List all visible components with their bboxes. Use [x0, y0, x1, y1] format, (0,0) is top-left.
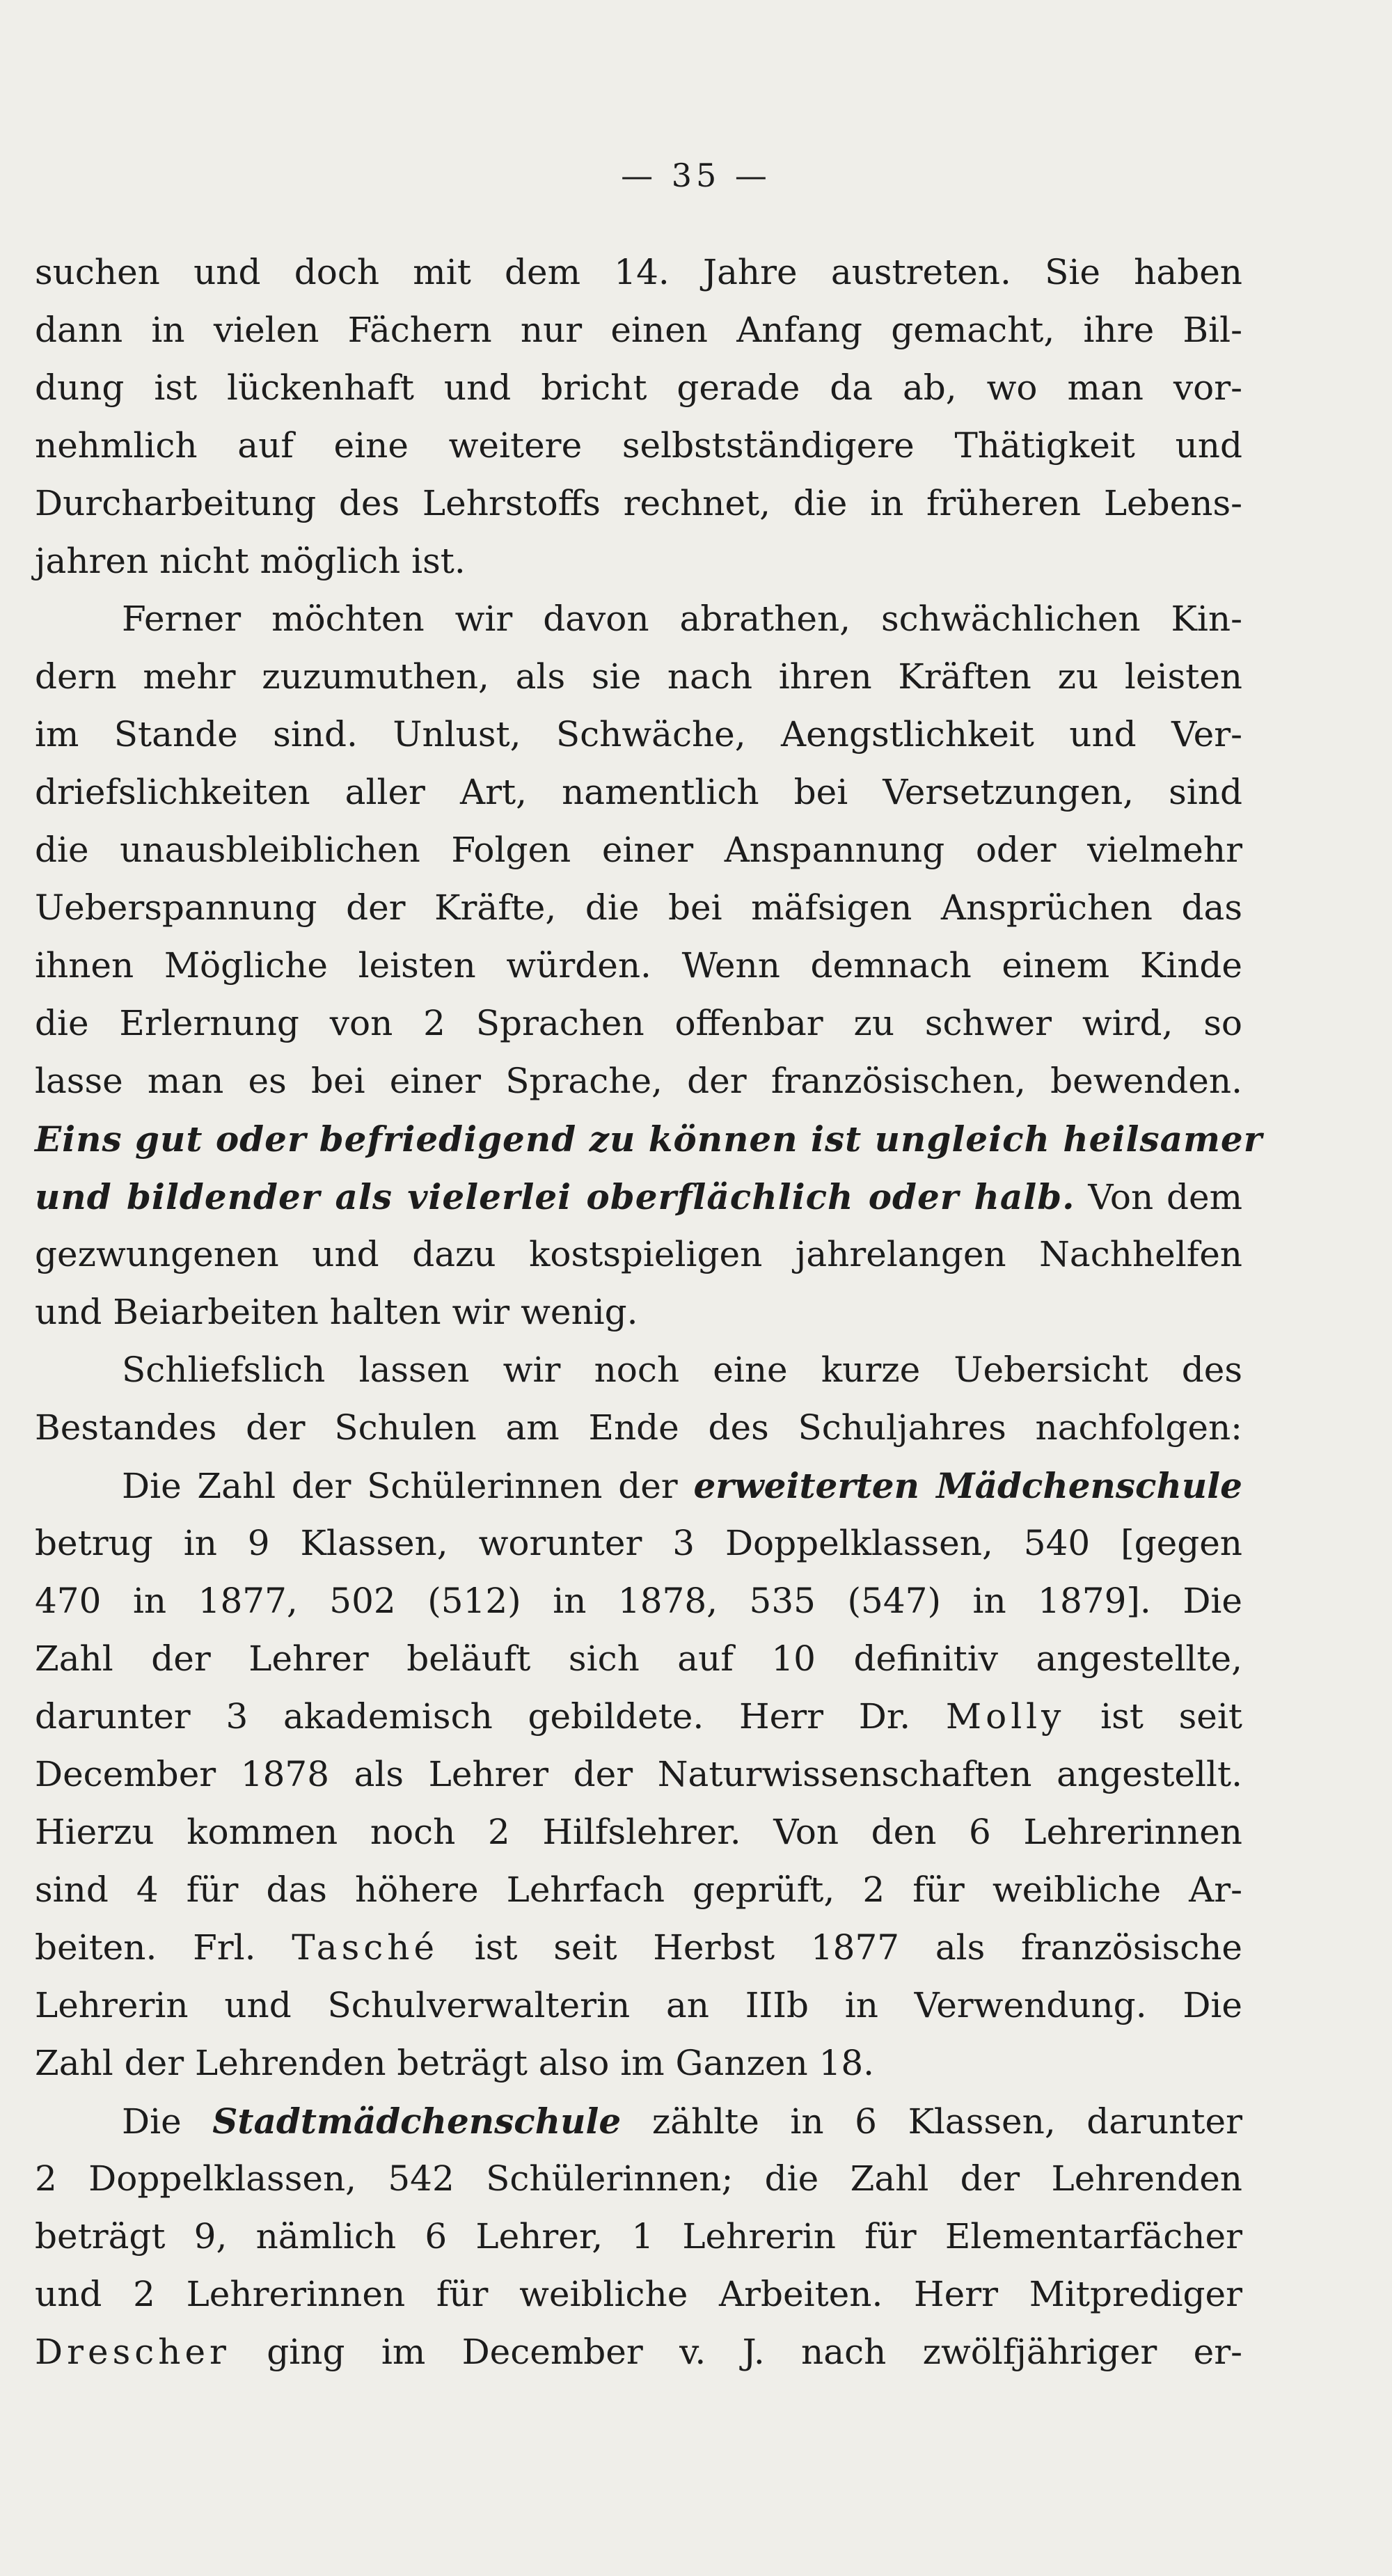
text-line: dern mehr zuzumuthen, als sie nach ihren Kräften zu leisten	[35, 656, 1242, 697]
person-name: Tasché	[292, 1927, 439, 1968]
text-line: und 2 Lehrerinnen für weibliche Arbeiten. Herr Mitprediger	[35, 2274, 1242, 2314]
text-span: ist seit	[1065, 1696, 1242, 1737]
text-span: zählte in 6 Klassen, darunter	[621, 2101, 1243, 2142]
text-line: lasse man es bei einer Sprache, der französischen, bewenden.	[35, 1061, 1242, 1101]
text-line: Ferner möchten wir davon abrathen, schwächlichen Kin-	[122, 599, 1242, 639]
text-line: Lehrerin und Schulverwalterin an IIIb in Verwendung. Die	[35, 1985, 1242, 2025]
page-number: — 35 —	[621, 157, 771, 194]
text-span: ist seit Herbst 1877 als französische	[438, 1927, 1242, 1968]
text-line: die unausbleiblichen Folgen einer Anspannung oder vielmehr	[35, 830, 1242, 870]
text-line: die Erlernung von 2 Sprachen offenbar zu schwer wird, so	[35, 1003, 1242, 1043]
text-line: 2 Doppelklassen, 542 Schülerinnen; die Zahl der Lehrenden	[35, 2158, 1242, 2199]
text-line: Zahl der Lehrer beläuft sich auf 10 definitiv angestellte,	[35, 1638, 1242, 1679]
text-line	[35, 1168, 1242, 1226]
text-line: beträgt 9, nämlich 6 Lehrer, 1 Lehrerin für Elementarfächer	[35, 2216, 1242, 2257]
text-span: Von dem	[1075, 1177, 1242, 1217]
text-line: 470 in 1877, 502 (512) in 1878, 535 (547) in 1879]. Die	[35, 1581, 1242, 1621]
text-line: suchen und doch mit dem 14. Jahre austreten. Sie haben	[35, 252, 1242, 292]
text-line	[35, 1919, 1242, 1977]
person-name: Molly	[945, 1696, 1066, 1737]
text-line: Schliefslich lassen wir noch eine kurze Uebersicht des	[122, 1350, 1242, 1390]
text-line	[35, 1688, 1242, 1746]
text-line: Zahl der Lehrenden beträgt also im Ganzen 18.	[35, 2043, 875, 2083]
text-span: Die Zahl der Schülerinnen der	[122, 1466, 694, 1506]
text-line: driefslichkeiten aller Art, namentlich bei Versetzungen, sind	[35, 772, 1242, 812]
text-span: beiten. Frl.	[35, 1927, 292, 1968]
text-line: jahren nicht möglich ist.	[35, 541, 466, 581]
text-line	[35, 2092, 1242, 2150]
text-line	[35, 1457, 1242, 1515]
text-line: gezwungenen und dazu kostspieligen jahrelangen Nachhelfen	[35, 1234, 1242, 1274]
text-line: Hierzu kommen noch 2 Hilfslehrer. Von den 6 Lehrerinnen	[35, 1812, 1242, 1852]
text-line: im Stande sind. Unlust, Schwäche, Aengstlichkeit und Ver-	[35, 714, 1242, 754]
text-line: December 1878 als Lehrer der Naturwissenschaften angestellt.	[35, 1754, 1242, 1794]
text-line: dung ist lückenhaft und bricht gerade da ab, wo man vor-	[35, 368, 1242, 408]
text-line: Ueberspannung der Kräfte, die bei mäfsigen Ansprüchen das	[35, 887, 1242, 928]
text-span: ging im December v. J. nach zwölfjähriger er-	[230, 2332, 1242, 2372]
text-line: betrug in 9 Klassen, worunter 3 Doppelklassen, 540 [gegen	[35, 1523, 1242, 1563]
text-span: Die	[122, 2101, 213, 2142]
text-span: darunter 3 akademisch gebildete. Herr Dr.	[35, 1696, 946, 1737]
text-line: nehmlich auf eine weitere selbstständigere Thätigkeit und	[35, 425, 1242, 466]
school-name: Stadtmädchenschule	[212, 2101, 622, 2142]
text-line: Bestandes der Schulen am Ende des Schuljahres nachfolgen:	[35, 1407, 1242, 1448]
emphasized-line: Eins gut oder befriedigend zu können ist ungleich heilsamer	[35, 1119, 1263, 1160]
body-text	[35, 244, 1263, 2381]
person-name: Drescher	[35, 2332, 230, 2372]
text-line: ihnen Mögliche leisten würden. Wenn demnach einem Kinde	[35, 945, 1242, 986]
text-line: dann in vielen Fächern nur einen Anfang gemacht, ihre Bil-	[35, 310, 1242, 350]
text-line: und Beiarbeiten halten wir wenig.	[35, 1292, 638, 1332]
school-name: erweiterten Mädchenschule	[693, 1465, 1242, 1506]
text-line	[35, 2323, 1242, 2381]
text-line: sind 4 für das höhere Lehrfach geprüft, 2 für weibliche Ar-	[35, 1870, 1242, 1910]
emphasized-text: und bildender als vielerlei oberflächlich oder halb.	[35, 1176, 1075, 1217]
text-line: Durcharbeitung des Lehrstoffs rechnet, die in früheren Lebens-	[35, 483, 1242, 523]
